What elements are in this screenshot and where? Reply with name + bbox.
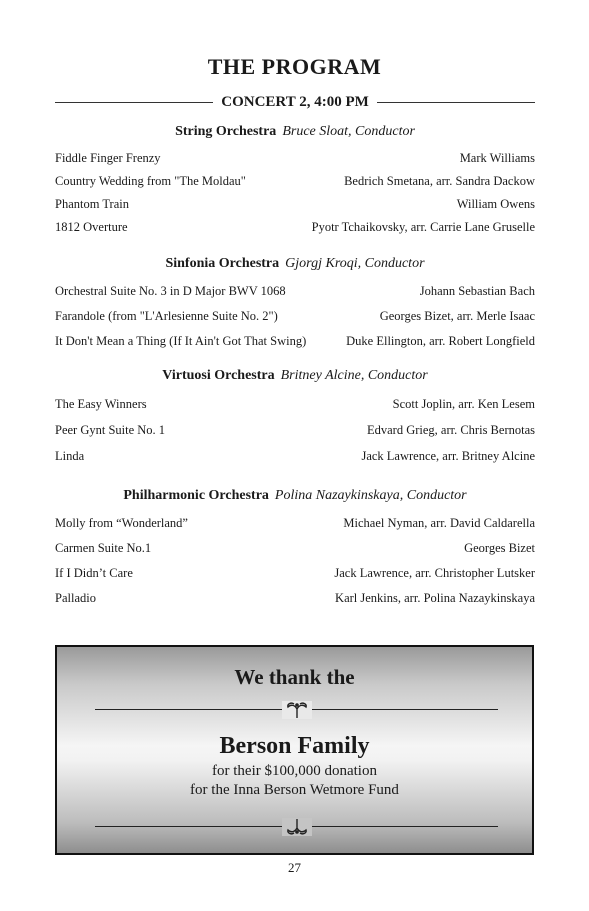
piece-composer: Duke Ellington, arr. Robert Longfield — [346, 334, 535, 348]
piece-composer: Johann Sebastian Bach — [419, 284, 535, 298]
ornamental-divider-bottom — [95, 818, 498, 836]
piece-title: If I Didn’t Care — [55, 566, 133, 580]
fleuron-ornament-icon — [282, 818, 312, 836]
program-section-sinfonia-orchestra — [55, 256, 535, 354]
section-header — [55, 368, 535, 384]
piece-title: Orchestral Suite No. 3 in D Major BWV 1068 — [55, 284, 286, 298]
conductor-name: Polina Nazaykinskaya, Conductor — [274, 488, 467, 503]
orchestra-name: Virtuosi Orchestra — [162, 368, 275, 383]
program-row — [55, 417, 535, 443]
ornamental-divider-top — [95, 701, 498, 719]
conductor-name: Gjorgj Kroqi, Conductor — [285, 256, 425, 271]
program-row — [55, 279, 535, 304]
piece-title: Fiddle Finger Frenzy — [55, 151, 161, 165]
page-title: THE PROGRAM — [207, 54, 382, 79]
piece-composer: Bedrich Smetana, arr. Sandra Dackow — [344, 174, 535, 188]
piece-title: Country Wedding from "The Moldau" — [55, 174, 246, 188]
orchestra-name: String Orchestra — [175, 124, 277, 139]
piece-composer: Mark Williams — [459, 151, 535, 165]
donation-line: for their $100,000 donation — [212, 763, 377, 779]
page-number: 27 — [288, 860, 301, 875]
piece-title: Phantom Train — [55, 197, 129, 211]
fund-line: for the Inna Berson Wetmore Fund — [190, 782, 399, 798]
divider-rule-right — [377, 102, 535, 103]
piece-title: Linda — [55, 449, 85, 463]
divider-rule-left — [55, 102, 213, 103]
piece-composer: Georges Bizet, arr. Merle Isaac — [379, 309, 535, 323]
piece-title: Palladio — [55, 591, 96, 605]
program-row — [55, 511, 535, 536]
program-section-string-orchestra — [55, 124, 535, 239]
program-row — [55, 329, 535, 354]
piece-title: Molly from “Wonderland” — [55, 516, 188, 530]
orchestra-name: Sinfonia Orchestra — [165, 256, 280, 271]
piece-composer: Edvard Grieg, arr. Chris Bernotas — [366, 423, 535, 437]
program-row — [55, 586, 535, 611]
piece-title: Peer Gynt Suite No. 1 — [55, 423, 166, 437]
conductor-name: Bruce Sloat, Conductor — [282, 124, 415, 139]
program-row — [55, 443, 535, 469]
concert-header — [55, 92, 535, 112]
thanks-heading: We thank the — [234, 665, 355, 689]
piece-title: 1812 Overture — [55, 220, 128, 234]
program-section-philharmonic-orchestra — [55, 488, 535, 611]
piece-composer: Scott Joplin, arr. Ken Lesem — [392, 397, 535, 411]
piece-composer: Karl Jenkins, arr. Polina Nazaykinskaya — [335, 591, 535, 605]
concert-label: CONCERT 2, 4:00 PM — [221, 93, 369, 110]
donor-family-name: Berson Family — [219, 733, 370, 759]
piece-title: It Don't Mean a Thing (If It Ain't Got That Swing) — [55, 334, 307, 348]
program-row — [55, 391, 535, 417]
piece-composer: Jack Lawrence, arr. Britney Alcine — [361, 449, 535, 463]
piece-composer: Pyotr Tchaikovsky, arr. Carrie Lane Gruselle — [311, 220, 535, 234]
program-row — [55, 170, 535, 193]
piece-composer: Georges Bizet — [464, 541, 535, 555]
section-header — [55, 488, 535, 504]
section-header — [55, 256, 535, 272]
donor-thanks-box — [55, 645, 534, 855]
orchestra-name: Philharmonic Orchestra — [123, 488, 269, 503]
program-row — [55, 561, 535, 586]
piece-title: Farandole (from "L'Arlesienne Suite No. 2") — [55, 309, 278, 323]
program-section-virtuosi-orchestra — [55, 368, 535, 469]
program-row — [55, 216, 535, 239]
piece-composer: Jack Lawrence, arr. Christopher Lutsker — [334, 566, 535, 580]
conductor-name: Britney Alcine, Conductor — [280, 368, 428, 383]
program-row — [55, 193, 535, 216]
section-header — [55, 124, 535, 140]
program-row — [55, 536, 535, 561]
program-row — [55, 147, 535, 170]
program-row — [55, 304, 535, 329]
piece-composer: Michael Nyman, arr. David Caldarella — [343, 516, 535, 530]
piece-composer: William Owens — [456, 197, 535, 211]
fleuron-ornament-icon — [282, 701, 312, 719]
piece-title: The Easy Winners — [55, 397, 147, 411]
piece-title: Carmen Suite No.1 — [55, 541, 152, 555]
